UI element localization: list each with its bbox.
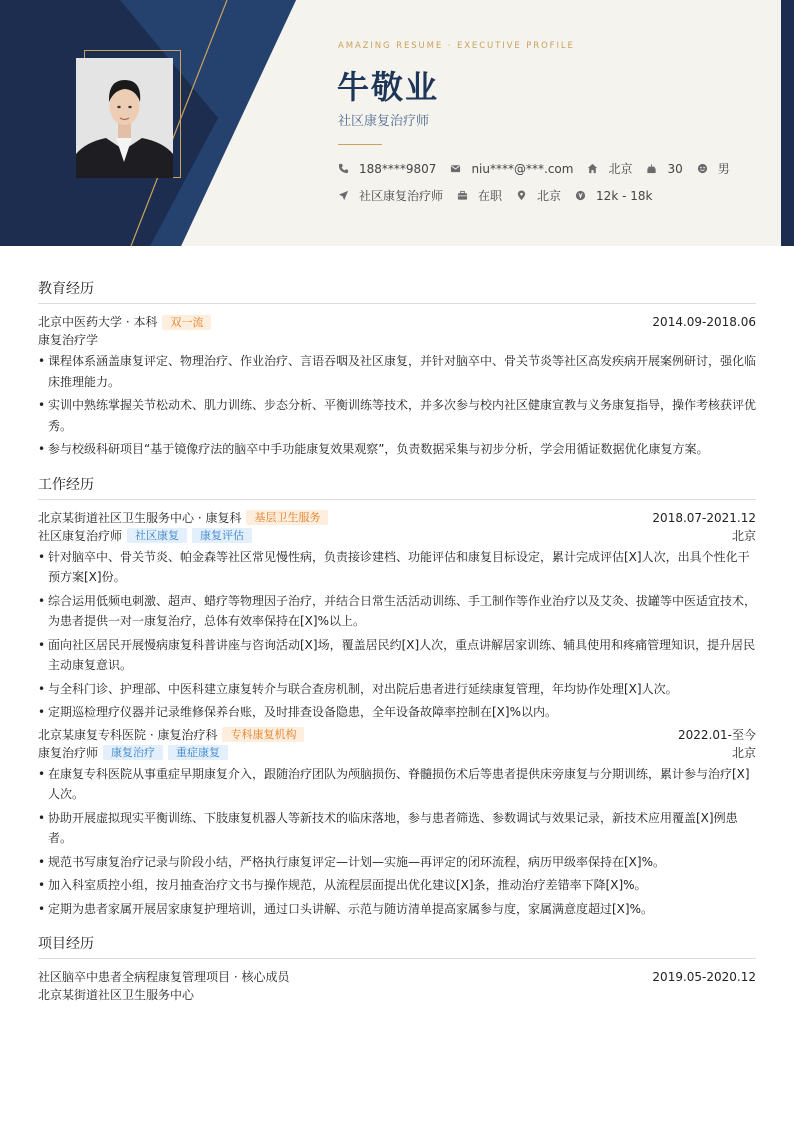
major-name: 康复治疗学 (38, 333, 99, 347)
job-title: 社区康复治疗师 (338, 114, 430, 129)
project-period: 2019.05-2020.12 (652, 970, 756, 984)
job-role-row (38, 744, 756, 762)
gender-icon (697, 163, 708, 174)
job-role: 社区康复治疗师 (38, 528, 123, 543)
contact-hometown (587, 160, 632, 177)
list-item: • 定期巡检理疗仪器并记录维修保养台账，及时排查设备隐患，全年设备故障率控制在[X]%以内。 (38, 702, 756, 723)
list-item: • 综合运用低频电刺激、超声、蜡疗等物理因子治疗，并结合日常生活活动训练、手工制作等作业治疗以及艾灸、拔罐等中医适宜技术，为患者提供一对一康复治疗，总体有效率保持在[X]%以上。 (38, 591, 756, 632)
role-tag: 社区康复 (127, 528, 187, 543)
location-icon (516, 190, 527, 201)
salary-icon (575, 190, 586, 201)
intent-salary (575, 189, 652, 203)
header-tagline: AMAZING RESUME · EXECUTIVE PROFILE (338, 41, 575, 51)
email-text: niu****@***.com (471, 161, 574, 176)
project-name: 社区脑卒中患者全病程康复管理项目 · 核心成员 (38, 970, 290, 984)
education-section (38, 278, 756, 460)
education-header-row (38, 313, 756, 331)
org-tag: 专科康复机构 (222, 727, 304, 742)
org-tag: 基层卫生服务 (246, 510, 328, 525)
job-bullets (38, 764, 756, 920)
intent-salary-text: 12k - 18k (596, 188, 653, 203)
education-major-row (38, 331, 756, 349)
job-org: 北京某街道社区卫生服务中心 · 康复科 (38, 510, 242, 525)
list-item: • 在康复专科医院从事重症早期康复介入，跟随治疗团队为颅脑损伤、脊髓损伤术后等患者提供床旁康复与分期训练，累计参与治疗[X]人次。 (38, 764, 756, 805)
intent-status-text: 在职 (478, 189, 503, 203)
send-icon (338, 190, 349, 201)
intent-city-text: 北京 (537, 189, 562, 203)
job-city: 北京 (731, 528, 756, 543)
education-bullets (38, 351, 756, 460)
list-item: • 定期为患者家属开展居家康复护理培训，通过口头讲解、示范与随访清单提高家属参与度，家属满意度超过[X]%。 (38, 899, 756, 920)
job-org: 北京某康复专科医院 · 康复治疗科 (38, 727, 218, 742)
age-text: 30 (667, 161, 683, 176)
list-item: • 实训中熟练掌握关节松动术、肌力训练、步态分析、平衡训练等技术，并多次参与校内社区健康宣教与义务康复指导，操作考核获评优秀。 (38, 395, 756, 436)
role-tag: 康复评估 (192, 528, 252, 543)
phone-icon (338, 163, 349, 174)
phone-text: 188****9807 (359, 161, 437, 176)
job-role-row (38, 527, 756, 545)
job-header-row (38, 726, 756, 744)
list-item: • 协助开展虚拟现实平衡训练、下肢康复机器人等新技术的临床落地，参与患者筛选、参数调试与效果记录，新技术应用覆盖[X]例患者。 (38, 808, 756, 849)
list-item: • 课程体系涵盖康复评定、物理治疗、作业治疗、言语吞咽及社区康复，并针对脑卒中、骨关节炎等社区高发疾病开展案例研讨，强化临床推理能力。 (38, 351, 756, 392)
job-entry (38, 509, 756, 723)
job-city: 北京 (731, 745, 756, 760)
list-item: • 参与校级科研项目“基于镜像疗法的脑卒中手功能康复效果观察”，负责数据采集与初步分析，学会用循证数据优化康复方案。 (38, 439, 756, 460)
project-heading: 项目经历 (38, 933, 756, 959)
job-entry (38, 726, 756, 920)
job-period: 2018.07-2021.12 (652, 510, 756, 525)
intent-status (457, 187, 502, 204)
contact-age (646, 162, 682, 176)
home-icon (587, 163, 598, 174)
resume-header (0, 0, 794, 246)
intent-row (338, 187, 666, 204)
list-item: • 针对脑卒中、骨关节炎、帕金森等社区常见慢性病，负责接诊建档、功能评估和康复目标设定，累计完成评估[X]人次，出具个性化干预方案[X]份。 (38, 547, 756, 588)
email-icon (450, 163, 461, 174)
job-period: 2022.01-至今 (678, 727, 756, 742)
list-item: • 与全科门诊、护理部、中医科建立康复转介与联合查房机制，对出院后患者进行延续康复管理，年均协作处理[X]人次。 (38, 679, 756, 700)
briefcase-icon (457, 190, 468, 201)
list-item: • 规范书写康复治疗记录与阶段小结，严格执行康复评定—计划—实施—再评定的闭环流程，病历甲级率保持在[X]%。 (38, 852, 756, 873)
education-period: 2014.09-2018.06 (652, 315, 756, 329)
job-bullets (38, 547, 756, 723)
project-section (38, 933, 756, 1004)
project-header-row (38, 968, 756, 986)
role-tag: 重症康复 (168, 745, 228, 760)
title-divider (338, 144, 382, 145)
intent-position (338, 187, 443, 204)
candidate-name: 牛敬业 (337, 68, 440, 106)
role-tag: 康复治疗 (103, 745, 163, 760)
intent-city (516, 187, 561, 204)
cake-icon (646, 163, 657, 174)
avatar (76, 58, 173, 178)
project-org: 北京某街道社区卫生服务中心 (38, 988, 195, 1002)
school-name: 北京中医药大学 · 本科 (38, 315, 158, 329)
contact-phone (338, 162, 436, 176)
list-item: • 加入科室质控小组，按月抽查治疗文书与操作规范，从流程层面提出优化建议[X]条，推动治疗差错率下降[X]%。 (38, 875, 756, 896)
hometown-text: 北京 (608, 162, 633, 176)
intent-position-text: 社区康复治疗师 (359, 189, 444, 203)
contact-row (338, 160, 744, 177)
contact-email (450, 162, 573, 176)
job-role: 康复治疗师 (38, 745, 99, 760)
work-heading: 工作经历 (38, 474, 756, 500)
contact-gender (697, 160, 730, 177)
resume-body (38, 278, 756, 1018)
work-section (38, 474, 756, 920)
school-tag: 双一流 (162, 315, 211, 330)
project-org-row (38, 986, 756, 1004)
list-item: • 面向社区居民开展慢病康复科普讲座与咨询活动[X]场，覆盖居民约[X]人次，重点讲解居家训练、辅具使用和疼痛管理知识，提升居民主动康复意识。 (38, 635, 756, 676)
job-header-row (38, 509, 756, 527)
gender-text: 男 (717, 162, 730, 176)
education-heading: 教育经历 (38, 278, 756, 304)
